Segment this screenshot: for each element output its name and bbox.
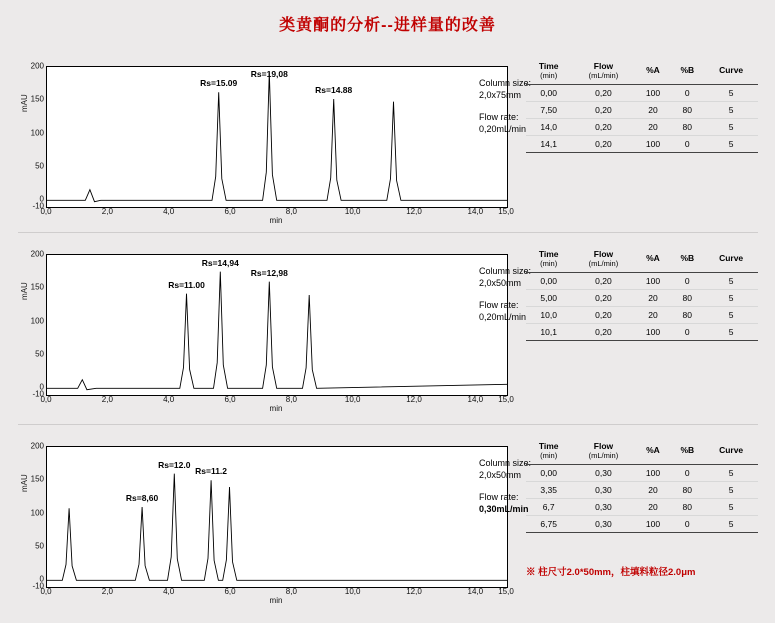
table-cell: 80 (670, 119, 704, 136)
table-cell: 0,30 (571, 482, 635, 499)
gradient-table-wrap (526, 440, 758, 533)
x-tick-label: 6,0 (224, 395, 236, 404)
y-tick-label: 50 (35, 349, 44, 359)
table-cell: 0,30 (571, 499, 635, 516)
column-size-value: 2,0x50mm (479, 278, 522, 289)
table-cell: 3,35 (526, 482, 571, 499)
table-cell: 6,75 (526, 516, 571, 533)
trace-svg (47, 67, 507, 207)
table-cell: 0,20 (571, 290, 635, 307)
gradient-table (526, 440, 758, 533)
x-axis-label: min (269, 216, 283, 225)
x-tick-label: 10,0 (344, 207, 361, 216)
table-cell: 20 (636, 499, 671, 516)
x-tick-label: 14,0 (467, 207, 484, 216)
x-tick-label: 15,0 (498, 395, 514, 404)
table-row (526, 482, 758, 499)
table-header-cell (670, 440, 704, 465)
y-tick-label: 0 (39, 194, 44, 204)
table-row (526, 102, 758, 119)
table-cell: 20 (636, 482, 671, 499)
table-cell: 5 (704, 290, 758, 307)
x-tick-label: 8,0 (285, 587, 297, 596)
flow-rate-label: Flow rate: (479, 492, 519, 503)
trace-svg (47, 447, 507, 587)
peak-label: Rs=15.09 (200, 78, 238, 89)
table-row (526, 119, 758, 136)
table-cell: 20 (636, 119, 671, 136)
table-header-text: Time (538, 249, 559, 259)
x-tick-label: 8,0 (285, 395, 297, 404)
column-size-value: 2,0x75mm (479, 90, 522, 101)
table-header-cell (704, 60, 758, 85)
flow-rate-value: 0,30mL/min (479, 504, 529, 515)
gradient-table (526, 248, 758, 341)
table-cell: 0 (670, 465, 704, 482)
table-cell: 10,1 (526, 324, 571, 341)
table-header-text: Time (538, 61, 559, 71)
table-row (526, 136, 758, 153)
peak-label: Rs=19,08 (250, 69, 288, 79)
table-cell: 80 (670, 102, 704, 119)
column-size-value: 2,0x50mm (479, 470, 522, 481)
table-header-text: Flow (593, 441, 614, 451)
table-header-cell (636, 440, 671, 465)
x-axis-label: min (269, 404, 283, 413)
divider-1 (18, 232, 758, 233)
x-tick-label: 12,0 (406, 395, 422, 404)
table-cell: 0,20 (571, 324, 635, 341)
x-tick-label: 10,0 (344, 395, 361, 404)
y-tick-label: 200 (30, 249, 44, 259)
x-tick-label: 0,0 (40, 395, 52, 404)
table-cell: 0 (670, 324, 704, 341)
flow-rate-value: 0,20mL/min (479, 312, 527, 323)
table-cell: 5 (704, 119, 758, 136)
table-header-text: Curve (719, 253, 744, 264)
table-cell: 6,7 (526, 499, 571, 516)
table-cell: 5 (704, 85, 758, 102)
y-tick-label: 150 (30, 94, 44, 104)
table-header-text: Time (538, 441, 559, 451)
divider-2 (18, 424, 758, 425)
x-tick-label: 15,0 (498, 207, 514, 216)
x-axis-ticks (40, 586, 514, 605)
table-cell: 14,0 (526, 119, 571, 136)
chromatogram-plot (46, 66, 532, 208)
x-tick-label: 4,0 (163, 207, 175, 216)
peak-label: Rs=8,60 (125, 493, 159, 503)
y-tick-label: 200 (30, 61, 44, 71)
y-tick-label: -10 (32, 581, 44, 591)
table-row (526, 499, 758, 516)
table-header-subtext: (mL/min) (588, 258, 619, 268)
table-row (526, 273, 758, 290)
x-tick-label: 4,0 (163, 587, 175, 596)
table-cell: 0,20 (571, 102, 635, 119)
table-cell: 0,30 (571, 516, 635, 533)
table-header-cell (526, 440, 571, 465)
table-header-cell (526, 60, 571, 85)
x-tick-label: 10,0 (344, 587, 361, 596)
flow-rate-label: Flow rate: (479, 112, 519, 123)
table-row (526, 324, 758, 341)
table-cell: 0,20 (571, 273, 635, 290)
table-cell: 80 (670, 290, 704, 307)
table-row (526, 85, 758, 102)
y-tick-label: 50 (35, 161, 44, 171)
x-tick-label: 2,0 (101, 207, 113, 216)
table-cell: 5 (704, 102, 758, 119)
table-cell: 5 (704, 307, 758, 324)
table-header-subtext: (min) (540, 70, 558, 80)
table-header-text: Curve (719, 445, 744, 456)
table-header-cell (571, 248, 635, 273)
table-header-text: %B (680, 65, 695, 76)
table-cell: 0 (670, 273, 704, 290)
x-tick-label: 15,0 (498, 587, 514, 596)
table-cell: 0,20 (571, 307, 635, 324)
table-header-subtext: (mL/min) (588, 450, 619, 460)
table-cell: 0,00 (526, 85, 571, 102)
x-tick-label: 12,0 (406, 207, 422, 216)
table-row (526, 307, 758, 324)
x-tick-label: 14,0 (467, 395, 484, 404)
x-tick-label: 6,0 (224, 587, 236, 596)
peak-label: Rs=11.00 (168, 279, 205, 290)
table-cell: 0,30 (571, 465, 635, 482)
peak-label: Rs=14,94 (201, 257, 239, 268)
table-cell: 0,20 (571, 136, 635, 153)
gradient-table (526, 60, 758, 153)
y-axis-label: mAU (20, 94, 29, 112)
table-header-text: %B (680, 253, 695, 264)
table-cell: 20 (636, 307, 671, 324)
table-header-text: Flow (593, 249, 614, 259)
x-axis-ticks (40, 394, 514, 413)
peak-label: Rs=11.2 (195, 466, 228, 477)
column-size-label: Column size: (479, 78, 532, 88)
y-axis-label: mAU (20, 282, 29, 300)
column-size-label: Column size: (479, 458, 532, 468)
table-header-text: %A (646, 65, 660, 76)
x-axis-label: min (269, 596, 283, 605)
flow-rate-label: Flow rate: (479, 300, 519, 311)
table-header-subtext: (mL/min) (588, 70, 619, 80)
x-tick-label: 8,0 (285, 207, 297, 216)
y-axis-ticks (18, 248, 46, 399)
table-cell: 80 (670, 482, 704, 499)
table-row (526, 465, 758, 482)
table-cell: 100 (636, 85, 671, 102)
table-cell: 0 (670, 136, 704, 153)
table-cell: 5,00 (526, 290, 571, 307)
table-header-cell (670, 60, 704, 85)
y-tick-label: -10 (32, 201, 44, 211)
table-cell: 5 (704, 136, 758, 153)
table-cell: 20 (636, 102, 671, 119)
table-header-text: %A (646, 445, 660, 456)
y-axis-ticks (18, 60, 46, 211)
y-axis-ticks (18, 440, 46, 591)
table-cell: 5 (704, 273, 758, 290)
y-axis-label: mAU (20, 474, 29, 492)
x-tick-label: 0,0 (40, 207, 52, 216)
y-tick-label: 100 (30, 508, 44, 518)
table-cell: 0 (670, 85, 704, 102)
table-cell: 0,20 (571, 119, 635, 136)
table-cell: 7,50 (526, 102, 571, 119)
table-cell: 14,1 (526, 136, 571, 153)
table-cell: 100 (636, 465, 671, 482)
table-header-cell (526, 248, 571, 273)
table-header-text: Flow (593, 61, 614, 71)
y-tick-label: 150 (30, 474, 44, 484)
peak-label: Rs=12.0 (158, 459, 191, 470)
table-header-cell (670, 248, 704, 273)
x-tick-label: 6,0 (224, 207, 236, 216)
table-header-cell (571, 440, 635, 465)
table-header-row (526, 440, 758, 465)
peak-label: Rs=14.88 (315, 85, 353, 95)
x-tick-label: 14,0 (467, 587, 484, 596)
x-tick-label: 12,0 (406, 587, 422, 596)
gradient-table-wrap (526, 248, 758, 341)
table-cell: 5 (704, 465, 758, 482)
chromatogram-panel-3 (18, 440, 758, 605)
flow-rate-value: 0,20mL/min (479, 124, 527, 135)
table-header-subtext: (min) (540, 450, 558, 460)
table-header-cell (704, 440, 758, 465)
chromatogram-plot (46, 254, 532, 396)
x-tick-label: 4,0 (163, 395, 175, 404)
table-cell: 100 (636, 516, 671, 533)
table-header-cell (636, 60, 671, 85)
table-cell: 0,00 (526, 273, 571, 290)
y-tick-label: 100 (30, 128, 44, 138)
table-cell: 5 (704, 516, 758, 533)
table-cell: 10,0 (526, 307, 571, 324)
table-cell: 5 (704, 499, 758, 516)
table-cell: 0,00 (526, 465, 571, 482)
y-tick-label: 200 (30, 441, 44, 451)
table-cell: 0,20 (571, 85, 635, 102)
column-size-label: Column size: (479, 266, 532, 276)
x-tick-label: 2,0 (101, 587, 113, 596)
y-tick-label: 150 (30, 282, 44, 292)
x-axis-ticks (40, 206, 514, 225)
table-header-row (526, 60, 758, 85)
table-cell: 5 (704, 482, 758, 499)
table-cell: 100 (636, 136, 671, 153)
footnote: ※ 柱尺寸2.0*50mm，柱填料粒径2.0μm (526, 567, 696, 578)
x-tick-label: 0,0 (40, 587, 52, 596)
table-cell: 20 (636, 290, 671, 307)
table-header-text: %B (680, 445, 695, 456)
table-header-text: %A (646, 253, 660, 264)
table-header-row (526, 248, 758, 273)
table-header-subtext: (min) (540, 258, 558, 268)
peak-label: Rs=12,98 (250, 267, 288, 278)
table-header-cell (704, 248, 758, 273)
table-header-cell (571, 60, 635, 85)
table-cell: 100 (636, 324, 671, 341)
table-cell: 0 (670, 516, 704, 533)
table-cell: 5 (704, 324, 758, 341)
page-title: 类黄酮的分析--进样量的改善 (279, 17, 496, 34)
table-row (526, 516, 758, 533)
table-row (526, 290, 758, 307)
table-cell: 80 (670, 499, 704, 516)
y-tick-label: -10 (32, 389, 44, 399)
y-tick-label: 0 (39, 574, 44, 584)
table-header-text: Curve (719, 65, 744, 76)
chromatogram-panel-1 (18, 60, 758, 225)
table-cell: 80 (670, 307, 704, 324)
y-tick-label: 50 (35, 541, 44, 551)
table-cell: 100 (636, 273, 671, 290)
y-tick-label: 100 (30, 316, 44, 326)
chromatogram-panel-2 (18, 248, 758, 413)
gradient-table-wrap (526, 60, 758, 153)
table-header-cell (636, 248, 671, 273)
x-tick-label: 2,0 (101, 395, 113, 404)
y-tick-label: 0 (39, 382, 44, 392)
chromatogram-plot (46, 446, 532, 588)
